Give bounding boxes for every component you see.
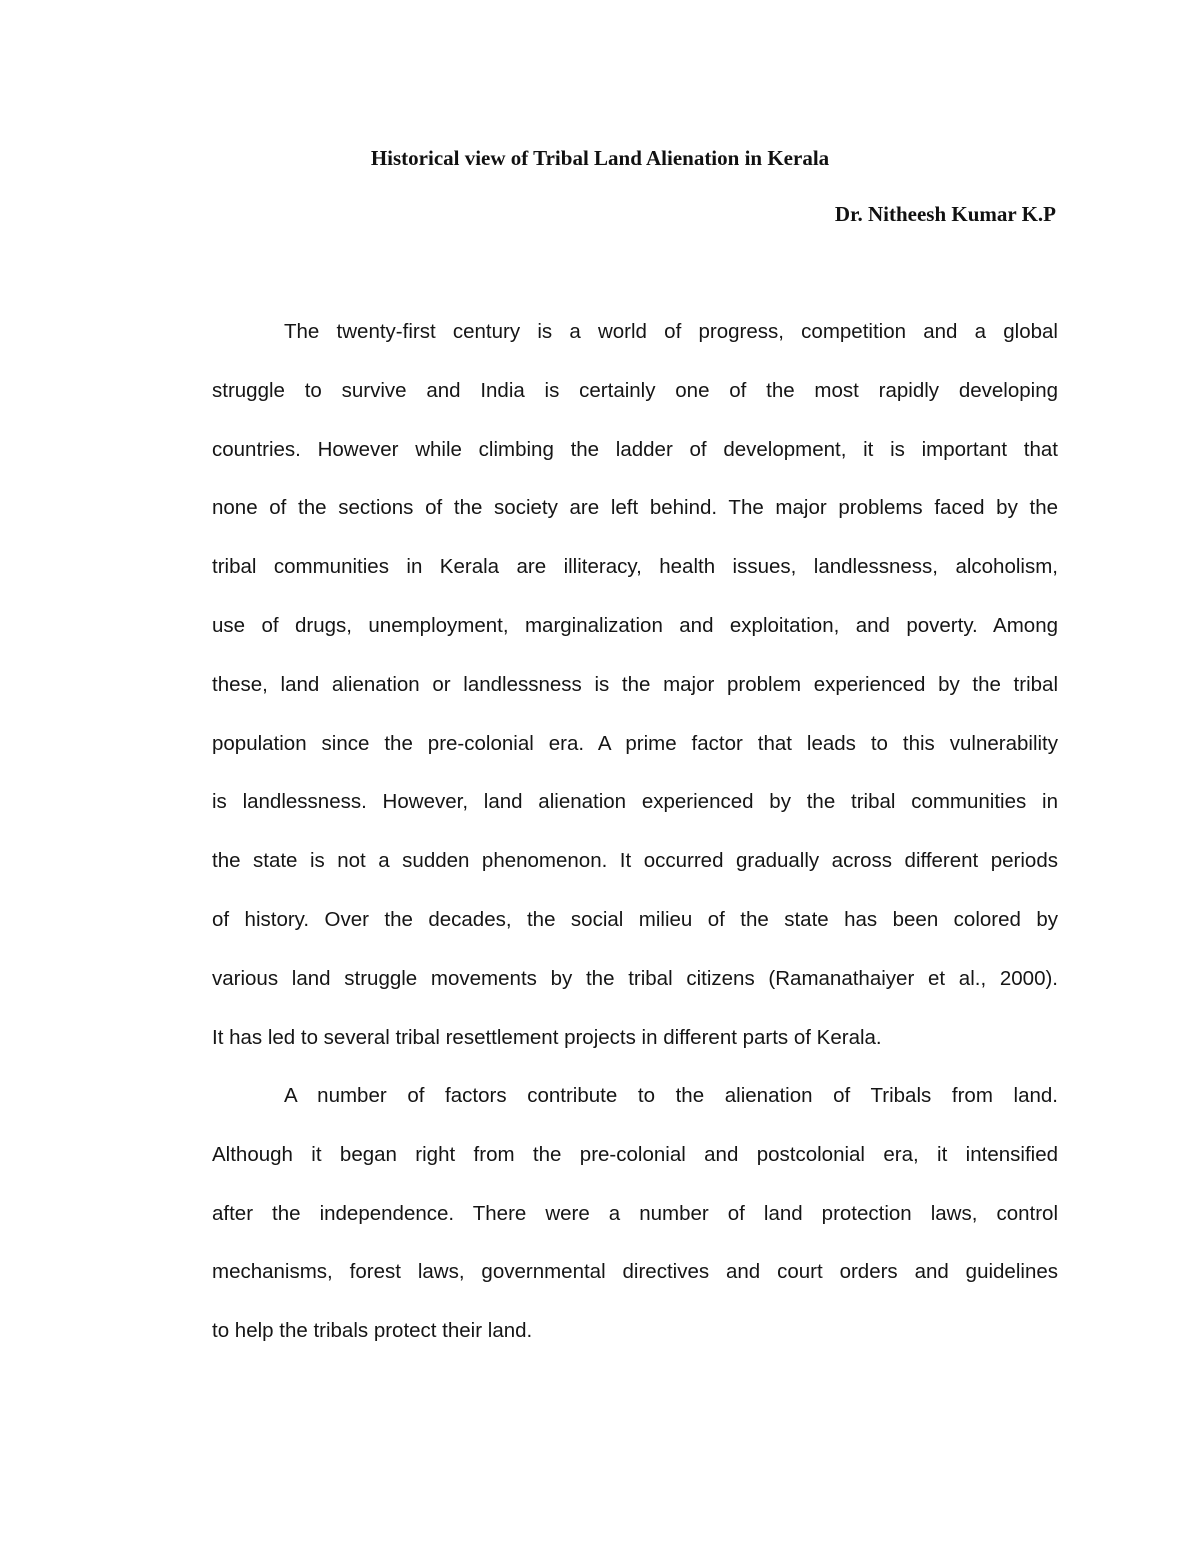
paragraph-line: mechanisms, forest laws, governmental directives and court orders and guidelines (212, 1260, 1058, 1284)
paragraph-line: struggle to survive and India is certainly one of the most rapidly developing (212, 378, 1058, 402)
paragraph-line: countries. However while climbing the ladder of development, it is important that (212, 437, 1058, 461)
paragraph-line: these, land alienation or landlessness is the major problem experienced by the tribal (212, 672, 1058, 696)
paragraph-line: The twenty-first century is a world of progress, competition and a global (284, 320, 1058, 343)
paragraph-line: It has led to several tribal resettlement projects in different parts of Kerala. (212, 1025, 882, 1049)
paragraph-line: various land struggle movements by the tribal citizens (Ramanathaiyer et al., 2000). (212, 966, 1058, 990)
paragraph-1 (212, 314, 1058, 1078)
paragraph-line: population since the pre-colonial era. A prime factor that leads to this vulnerability (212, 731, 1058, 755)
author-name: Dr. Nitheesh Kumar K.P (834, 202, 1056, 226)
paragraph-line: after the independence. There were a number of land protection laws, control (212, 1201, 1058, 1225)
paragraph-line: Although it began right from the pre-colonial and postcolonial era, it intensified (212, 1142, 1058, 1166)
paragraph-line: none of the sections of the society are left behind. The major problems faced by the (212, 496, 1058, 520)
paragraph-line: A number of factors contribute to the alienation of Tribals from land. (284, 1084, 1058, 1107)
paragraph-2 (212, 1078, 1058, 1372)
paragraph-line: is landlessness. However, land alienation experienced by the tribal communities in (212, 790, 1058, 814)
paragraph-line: of history. Over the decades, the social milieu of the state has been colored by (212, 907, 1058, 931)
paragraph-line: to help the tribals protect their land. (212, 1319, 533, 1343)
paragraph-line: the state is not a sudden phenomenon. It occurred gradually across different periods (212, 849, 1058, 873)
paragraph-line: use of drugs, unemployment, marginalization and exploitation, and poverty. Among (212, 613, 1058, 637)
document-title: Historical view of Tribal Land Alienation in Kerala (370, 146, 830, 170)
paragraph-line: tribal communities in Kerala are illiteracy, health issues, landlessness, alcoholism, (212, 555, 1058, 579)
